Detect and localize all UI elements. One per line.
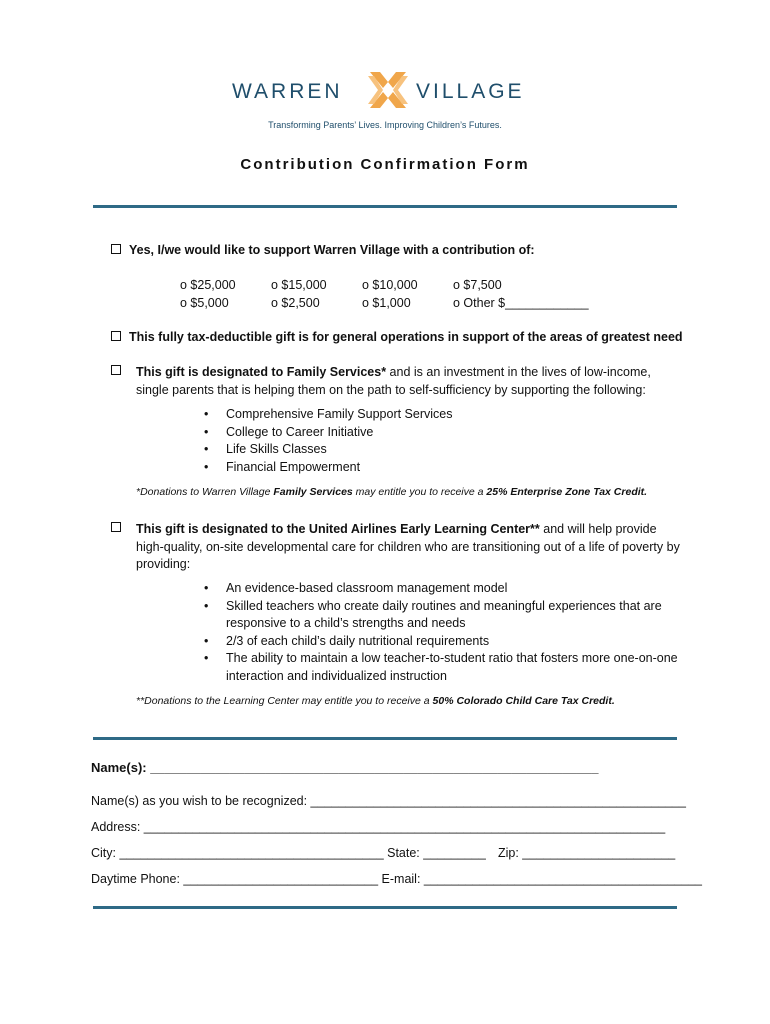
list-item: • Skilled teachers who create daily routines and meaningful experiences that are responsive to a child’s strengths and needs: [226, 598, 681, 633]
list-item: • The ability to maintain a low teacher-to-student ratio that fosters more one-on-one interaction and individualized instruction: [226, 650, 681, 685]
amount-5000[interactable]: o $5,000: [180, 296, 229, 310]
city-state-field[interactable]: City: ______________________________________ State: _________: [91, 846, 486, 860]
amount-1000[interactable]: o $1,000: [362, 296, 411, 310]
amount-15000[interactable]: o $15,000: [271, 278, 327, 292]
logo-mark-icon: [366, 68, 410, 112]
general-label: This fully tax-deductible gift is for general operations in support of the areas of greatest need: [129, 330, 683, 344]
learning-description: [136, 521, 681, 574]
family-lead: This gift is designated to Family Services*: [136, 365, 387, 379]
family-lead-rest: and is an investment in the lives of low-income, single parents that is helping them on the path to self-sufficiency by supporting the following:: [136, 365, 651, 397]
learning-note: [136, 695, 615, 707]
note-bold: 50% Colorado Child Care Tax Credit.: [432, 695, 615, 707]
list-item: • An evidence-based classroom management model: [226, 580, 681, 598]
divider-middle: [93, 737, 677, 740]
learning-lead-rest: and will help provide high-quality, on-site developmental care for children who are transitioning out of a life of poverty by providing:: [136, 522, 680, 571]
note-bold: 25% Enterprise Zone Tax Credit.: [486, 486, 648, 498]
logo-word-right: VILLAGE: [416, 80, 525, 103]
family-note: [136, 486, 647, 498]
family-list: [226, 406, 681, 476]
note-bold: Family Services: [273, 486, 353, 498]
family-option[interactable]: [111, 364, 129, 378]
learning-list: [226, 580, 681, 685]
amount-2500[interactable]: o $2,500: [271, 296, 320, 310]
list-item: • College to Career Initiative: [226, 424, 681, 442]
list-item: • 2/3 of each child’s daily nutritional requirements: [226, 633, 681, 651]
list-item: • Financial Empowerment: [226, 459, 681, 477]
contribution-label: Yes, I/we would like to support Warren Village with a contribution of:: [129, 243, 535, 257]
list-item: • Comprehensive Family Support Services: [226, 406, 681, 424]
page-title: Contribution Confirmation Form: [240, 156, 530, 173]
note-text: may entitle you to receive a: [352, 486, 487, 498]
family-description: [136, 364, 681, 399]
amount-25000[interactable]: o $25,000: [180, 278, 236, 292]
zip-field[interactable]: Zip: ______________________: [498, 846, 676, 860]
amount-7500[interactable]: o $7,500: [453, 278, 502, 292]
phone-email-field[interactable]: Daytime Phone: ____________________________ E-mail: ________________________________________: [91, 872, 702, 886]
general-option[interactable]: [111, 330, 683, 344]
recognized-name-field[interactable]: Name(s) as you wish to be recognized: ______________________________________________________: [91, 794, 686, 808]
learning-lead: This gift is designated to the United Airlines Early Learning Center**: [136, 522, 540, 536]
logo-word-left: WARREN: [232, 80, 343, 103]
amount-other[interactable]: o Other $____________: [453, 296, 589, 310]
logo: [0, 64, 770, 134]
names-field[interactable]: Name(s): ______________________________________________________________: [91, 760, 599, 775]
list-item: • Life Skills Classes: [226, 441, 681, 459]
note-text: *Donations to Warren Village: [136, 486, 274, 498]
address-field[interactable]: Address: ___________________________________________________________________________: [91, 820, 666, 834]
checkbox-icon[interactable]: [111, 244, 121, 254]
checkbox-icon[interactable]: [111, 365, 121, 375]
checkbox-icon[interactable]: [111, 522, 121, 532]
tagline: Transforming Parents’ Lives. Improving Children’s Futures.: [268, 120, 502, 130]
checkbox-icon[interactable]: [111, 331, 121, 341]
divider-top: [93, 205, 677, 208]
divider-bottom: [93, 906, 677, 909]
learning-option[interactable]: [111, 521, 129, 535]
contribution-option[interactable]: [111, 243, 535, 257]
amount-10000[interactable]: o $10,000: [362, 278, 418, 292]
note-text: **Donations to the Learning Center may entitle you to receive a: [136, 695, 433, 707]
